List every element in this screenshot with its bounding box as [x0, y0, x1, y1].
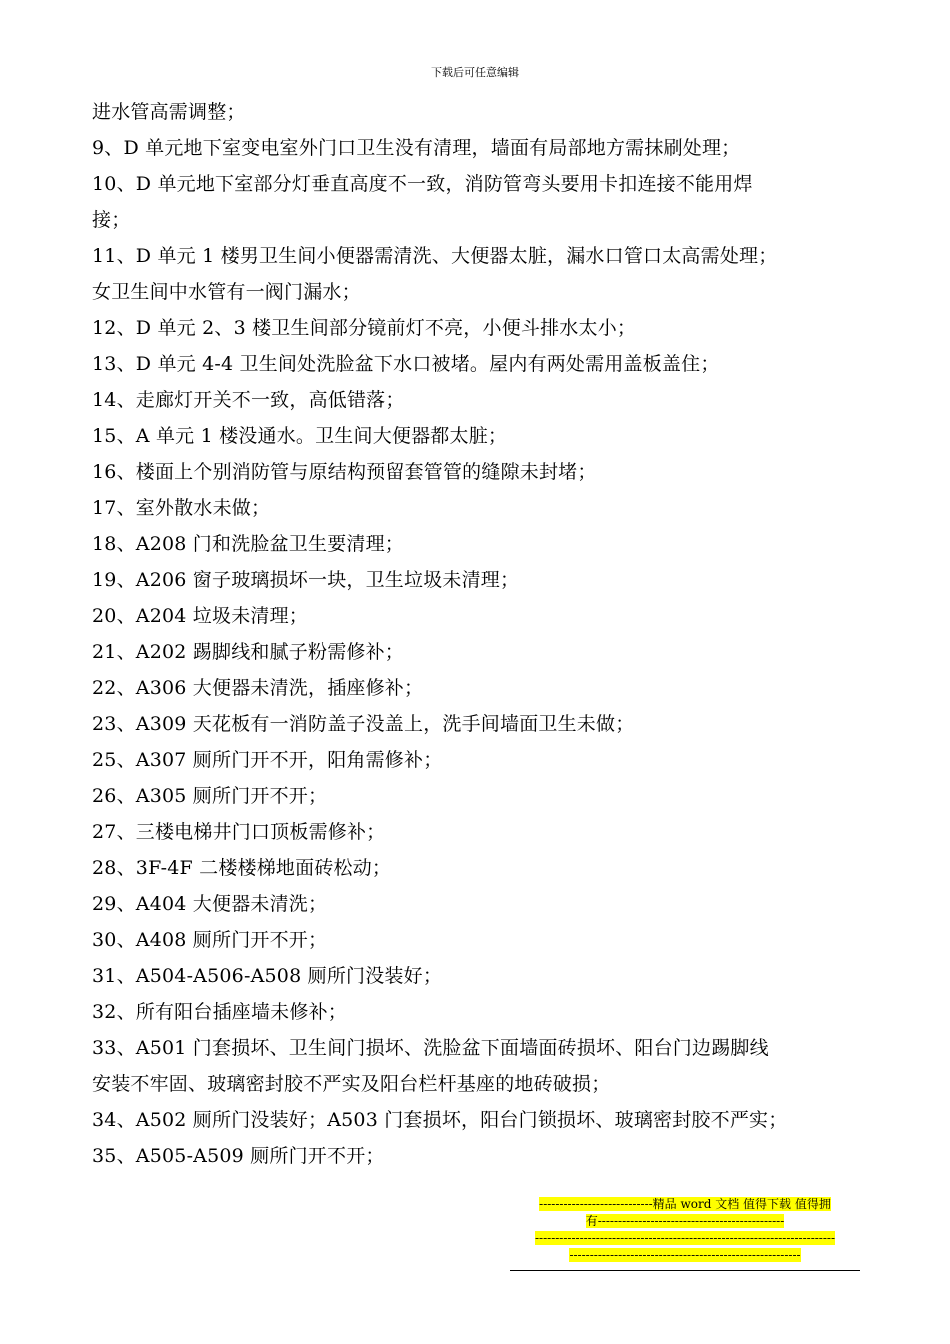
footer-line-4: --------------------------------------------------------- [569, 1248, 801, 1262]
text-line: 15、A 单元 1 楼没通水。卫生间大便器都太脏； [92, 425, 508, 447]
text-line: 20、A204 垃圾未清理； [92, 605, 309, 627]
text-line: 14、走廊灯开关不一致，高低错落； [92, 389, 405, 411]
footer-line-2: 有---------------------------------------------- [585, 1214, 785, 1228]
text-line: 31、A504-A506-A508 厕所门没装好； [92, 965, 443, 987]
text-line: 23、A309 天花板有一消防盖子没盖上，洗手间墙面卫生未做； [92, 713, 635, 735]
footer-line-3: -------------------------------------------------------------------------- [534, 1231, 836, 1245]
text-line: 17、室外散水未做； [92, 497, 271, 519]
footer-line-1: ----------------------------精品 word 文档 值得下载 值得拥 [539, 1197, 831, 1211]
text-line: 接； [92, 209, 131, 231]
text-line: 进水管高需调整； [92, 101, 246, 123]
text-line: 18、A208 门和洗脸盆卫生要清理； [92, 533, 405, 555]
text-line: 34、A502 厕所门没装好；A503 门套损坏，阳台门锁损坏、玻璃密封胶不严实； [92, 1109, 788, 1131]
page-header: 下载后可任意编辑 [431, 66, 519, 79]
text-line: 9、D 单元地下室变电室外门口卫生没有清理，墙面有局部地方需抹刷处理； [92, 137, 741, 159]
text-line: 30、A408 厕所门开不开； [92, 929, 328, 951]
text-line: 28、3F-4F 二楼楼梯地面砖松动； [92, 857, 392, 879]
text-line: 26、A305 厕所门开不开； [92, 785, 328, 807]
text-line: 16、楼面上个别消防管与原结构预留套管管的缝隙未封堵； [92, 461, 597, 483]
text-line: 12、D 单元 2、3 楼卫生间部分镜前灯不亮，小便斗排水太小； [92, 317, 637, 339]
text-line: 35、A505-A509 厕所门开不开； [92, 1145, 385, 1167]
document-body [92, 94, 872, 1174]
text-line: 33、A501 门套损坏、卫生间门损坏、洗脸盆下面墙面砖损坏、阳台门边踢脚线 [92, 1037, 769, 1059]
text-line: 29、A404 大便器未清洗； [92, 893, 328, 915]
text-line: 25、A307 厕所门开不开，阳角需修补； [92, 749, 443, 771]
text-line: 27、三楼电梯井门口顶板需修补； [92, 821, 386, 843]
text-line: 32、所有阳台插座墙未修补； [92, 1001, 347, 1023]
text-line: 13、D 单元 4-4 卫生间处洗脸盆下水口被堵。屋内有两处需用盖板盖住； [92, 353, 720, 375]
text-line: 19、A206 窗子玻璃损坏一块，卫生垃圾未清理； [92, 569, 520, 591]
footer-watermark [510, 1196, 860, 1271]
text-line: 11、D 单元 1 楼男卫生间小便器需清洗、大便器太脏，漏水口管口太高需处理； [92, 245, 778, 267]
text-line: 女卫生间中水管有一阀门漏水； [92, 281, 361, 303]
text-line: 安装不牢固、玻璃密封胶不严实及阳台栏杆基座的地砖破损； [92, 1073, 611, 1095]
text-line: 10、D 单元地下室部分灯垂直高度不一致，消防管弯头要用卡扣连接不能用焊 [92, 173, 753, 195]
text-line: 22、A306 大便器未清洗，插座修补； [92, 677, 424, 699]
text-line: 21、A202 踢脚线和腻子粉需修补； [92, 641, 405, 663]
